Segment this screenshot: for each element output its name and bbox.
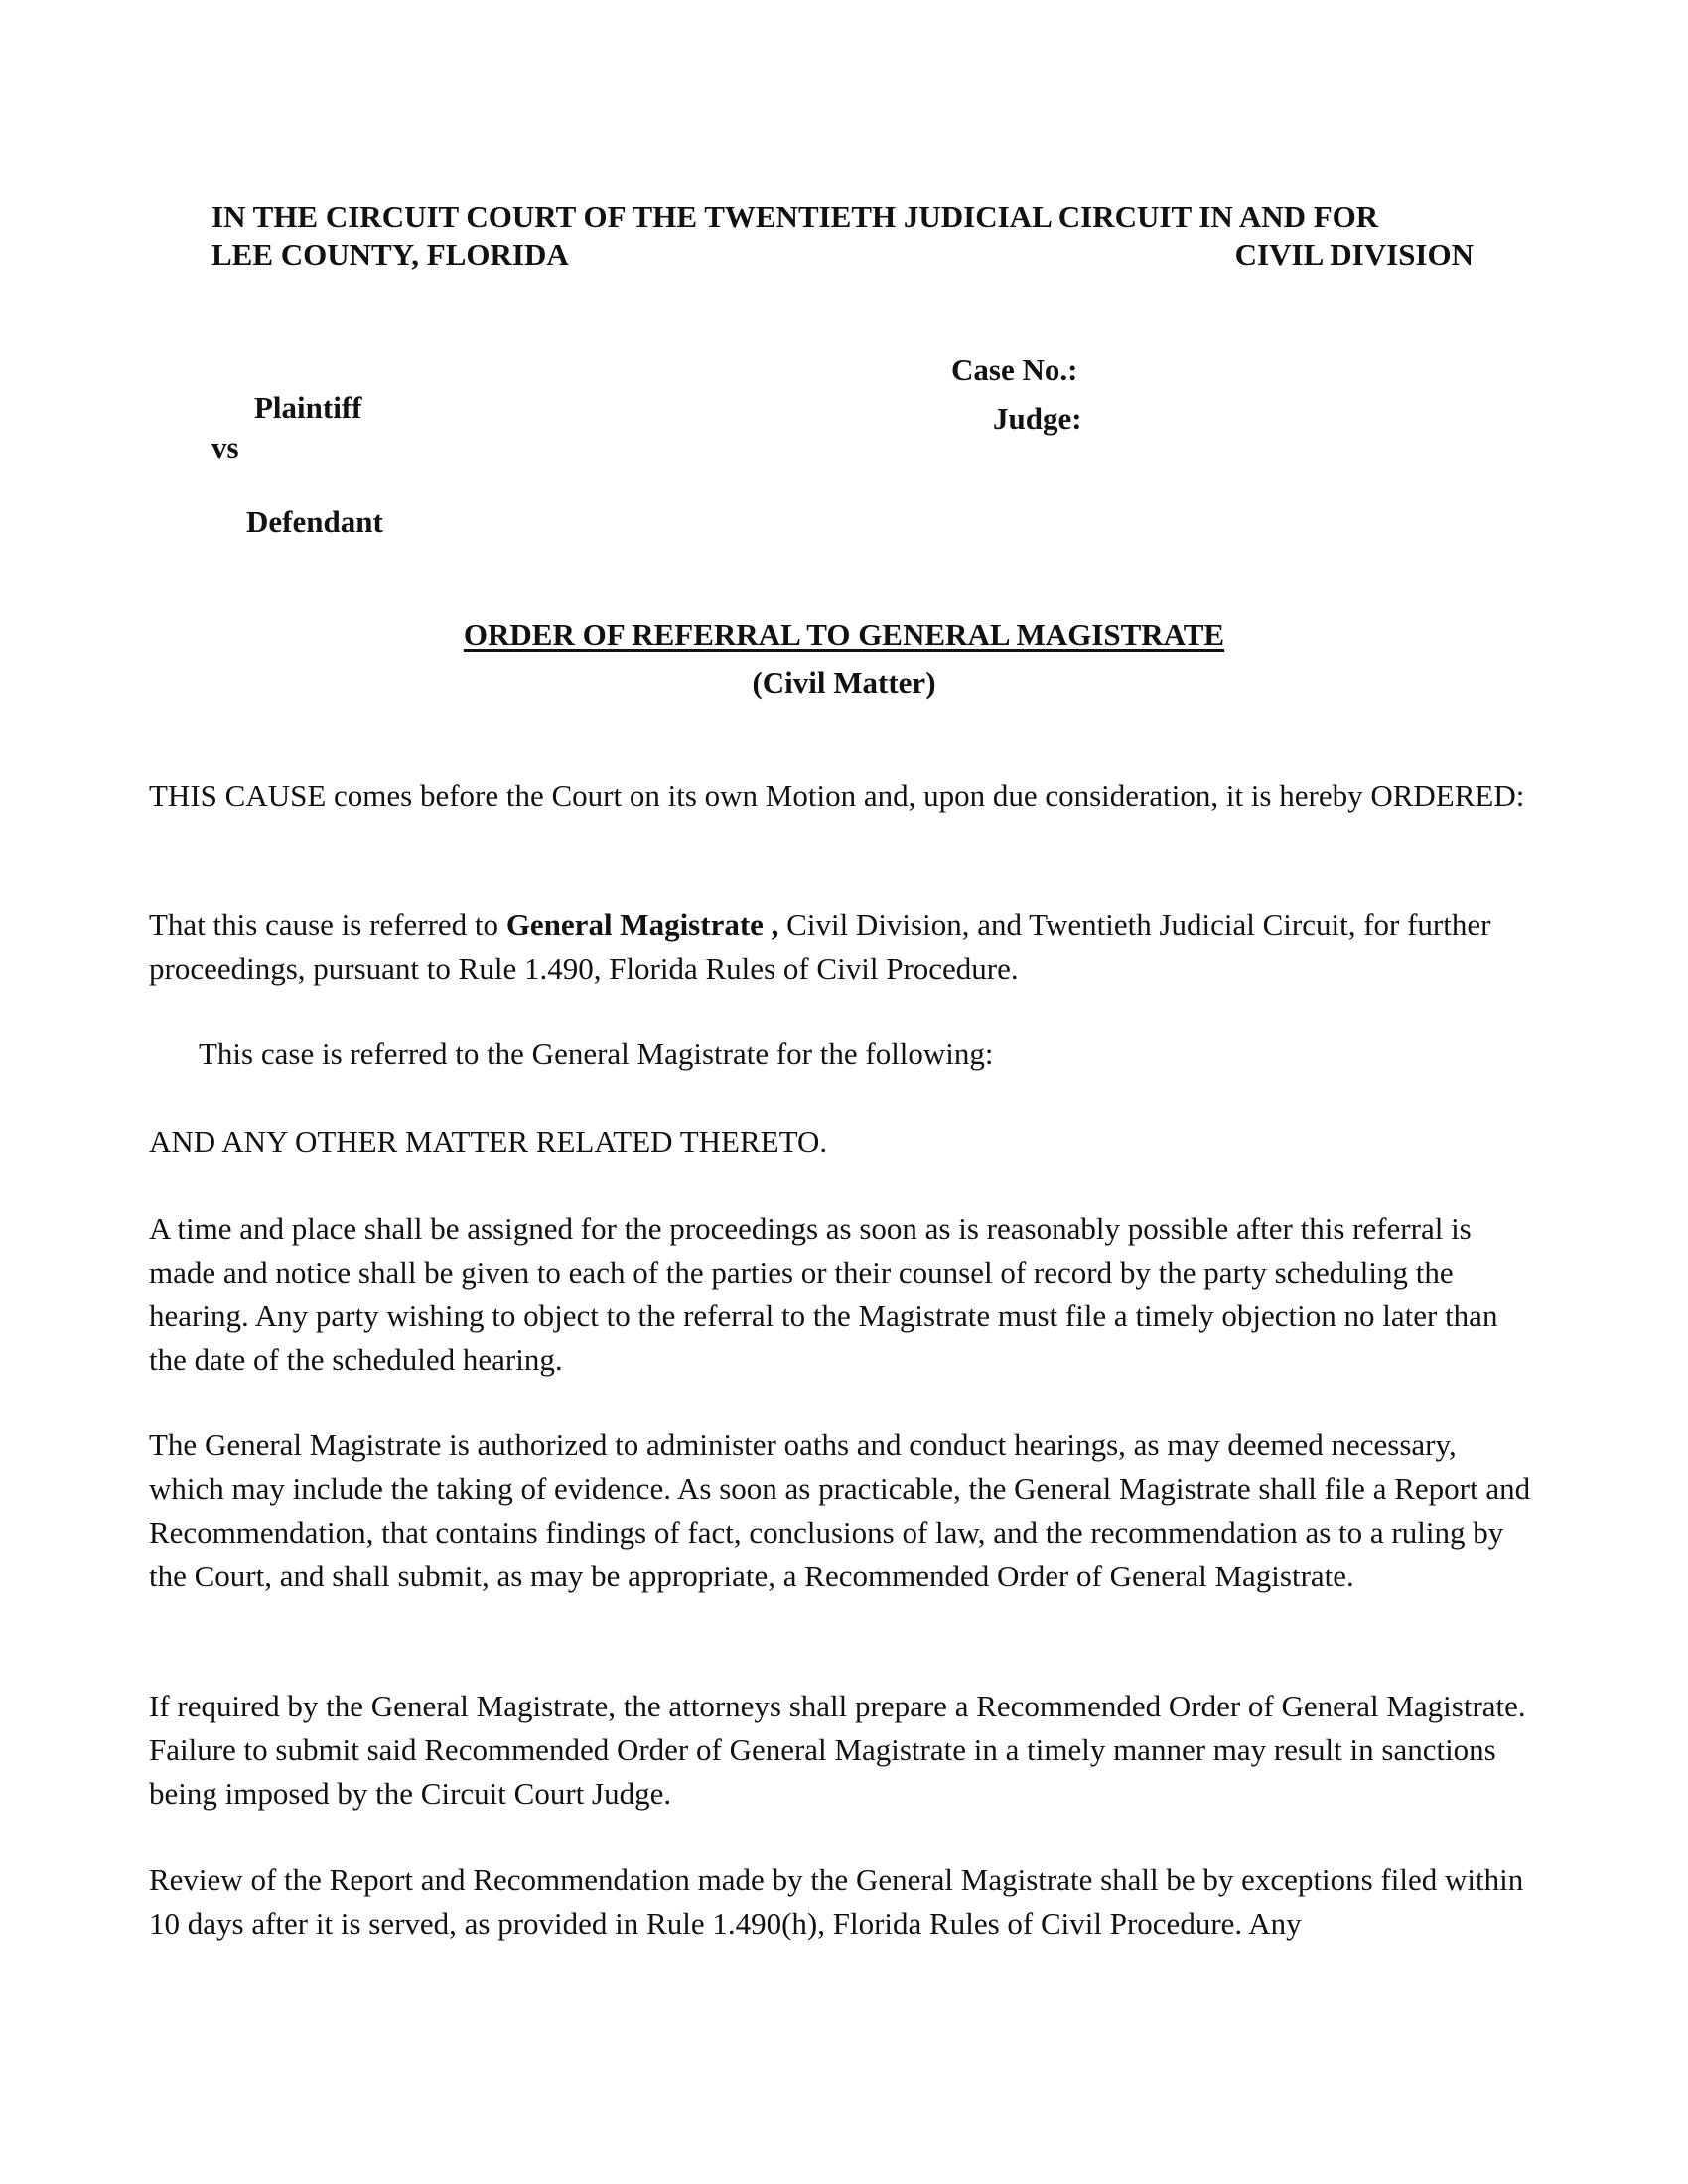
defendant-label: Defendant	[246, 504, 383, 539]
order-title	[0, 615, 1688, 655]
vs-label: vs	[211, 430, 239, 465]
plaintiff-label: Plaintiff	[254, 390, 362, 425]
paragraph-referral	[149, 903, 1539, 991]
case-number-label: Case No.:	[951, 352, 1078, 387]
paragraph-recommended-order: If required by the General Magistrate, the attorneys shall prepare a Recommended Order of General Magistrate. Failure to submit said Recommended Order of General Magistrate in a timely manner may result in sanctions being imposed by the Circuit Court Judge.	[149, 1689, 1526, 1811]
paragraph-review-exceptions: Review of the Report and Recommendation made by the General Magistrate shall be by exceptions filed within 10 days after it is served, as provided in Rule 1.490(h), Florida Rules of Civil Procedure. Any	[149, 1862, 1524, 1941]
paragraph-this-cause: THIS CAUSE comes before the Court on its own Motion and, upon due consideration, it is hereby ORDERED:	[149, 778, 1525, 813]
paragraph-time-and-place: A time and place shall be assigned for the proceedings as soon as is reasonably possible after this referral is made and notice shall be given to each of the parties or their counsel of record by the party scheduling the hearing. Any party wishing to object to the referral to the Magistrate must file a timely objection no later than the date of the scheduled hearing.	[149, 1211, 1498, 1377]
paragraph-referred-for: This case is referred to the General Magistrate for the following:	[199, 1036, 994, 1071]
court-line-1: IN THE CIRCUIT COURT OF THE TWENTIETH JUDICIAL CIRCUIT IN AND FOR	[211, 200, 1379, 234]
court-county: LEE COUNTY, FLORIDA	[211, 237, 569, 272]
order-title-text: ORDER OF REFERRAL TO GENERAL MAGISTRATE	[463, 617, 1225, 652]
judge-label: Judge:	[993, 401, 1082, 436]
referral-text-start: That this cause is referred to	[149, 907, 506, 942]
court-division: CIVIL DIVISION	[1234, 237, 1474, 272]
general-magistrate-bold: General Magistrate ,	[505, 907, 779, 942]
paragraph-magistrate-authority: The General Magistrate is authorized to administer oaths and conduct hearings, as may deemed necessary, which may include the taking of evidence. As soon as practicable, the General Magistrate shall file a Report and Recommendation, that contains findings of fact, conclusions of law, and the recommendation as to a ruling by the Court, and shall submit, as may be appropriate, a Recommended Order of General Magistrate.	[149, 1428, 1531, 1593]
order-subtitle: (Civil Matter)	[752, 665, 936, 700]
referral-text-end: Civil Division, and Twentieth Judicial Circuit, for further proceedings, pursuant to Rule 1.490, Florida Rules of Civil Procedure.	[149, 907, 1491, 986]
paragraph-any-other-matter: AND ANY OTHER MATTER RELATED THERETO.	[149, 1124, 828, 1159]
